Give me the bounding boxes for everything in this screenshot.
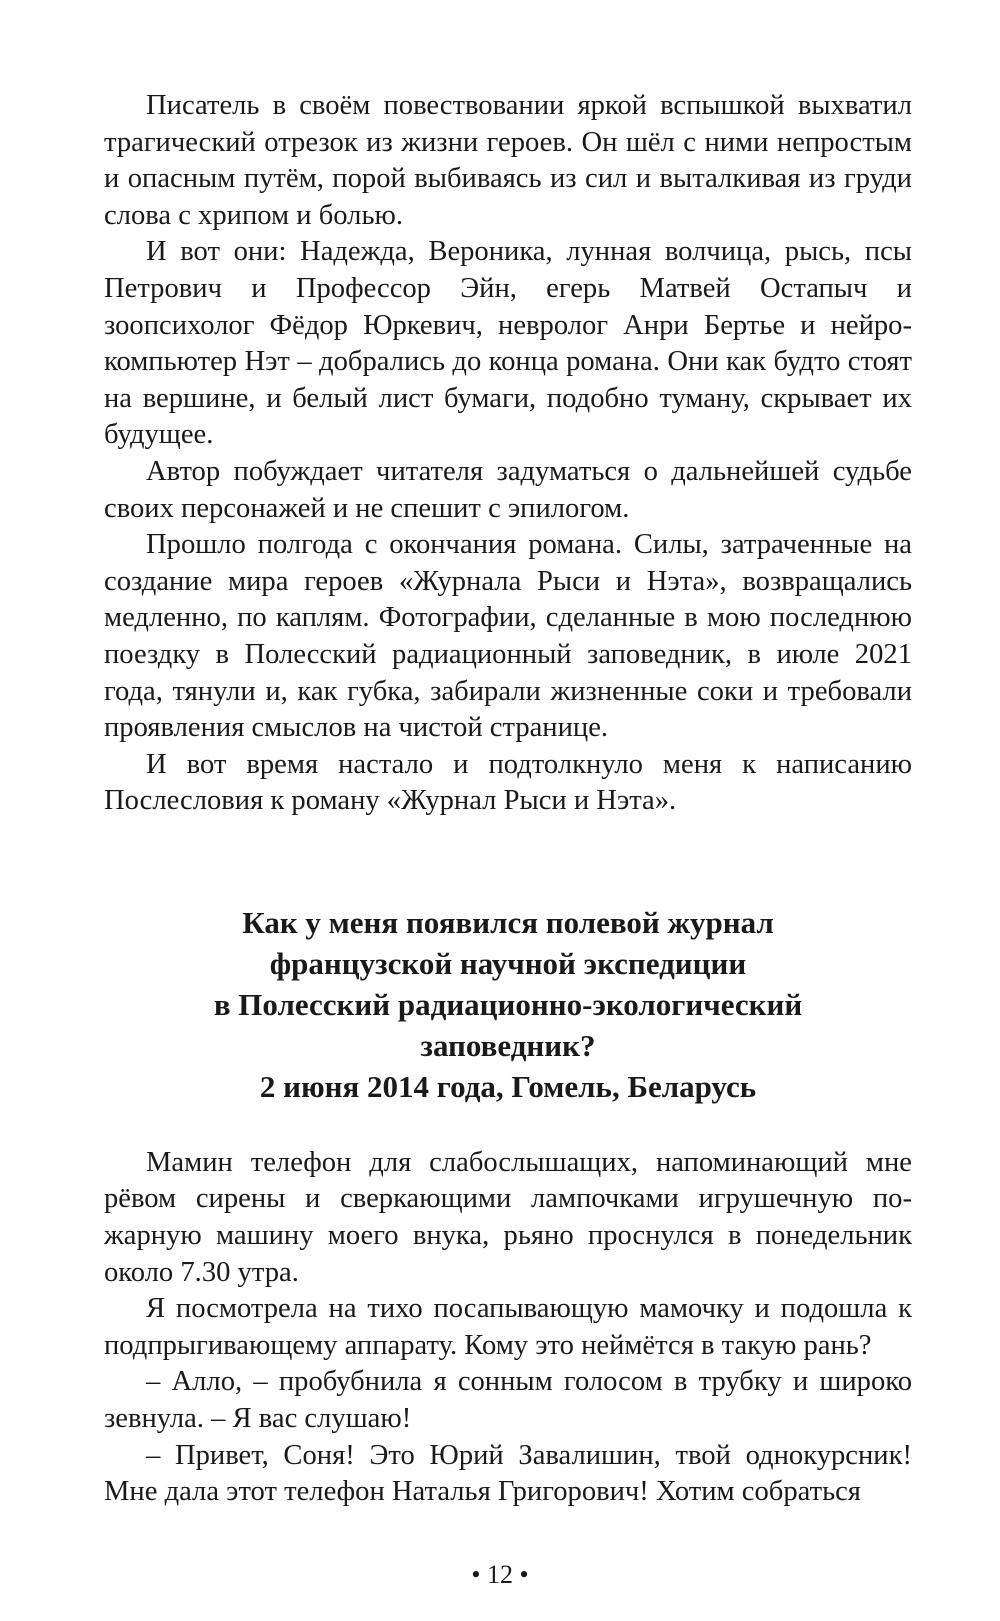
afterword-intro-text: [104, 88, 912, 820]
heading-date-place: 2 июня 2014 года, Гомель, Беларусь: [259, 1068, 757, 1104]
chapter-heading: [104, 902, 912, 1107]
paragraph: Писатель в своём повествовании яркой вспышкой выхватил трагический отрезок из жизни героев. Он шёл с ними непростым и опасным путём, порой выбиваясь из сил и выталкивая из груди слова с хрипом и болью.: [104, 90, 912, 231]
paragraph: – Привет, Соня! Это Юрий Завалишин, твой однокурсник! Мне дала этот телефон Наталья Григорович! Хотим собраться: [104, 1439, 912, 1508]
paragraph: И вот время настало и подтолкнуло меня к написанию Послесловия к роману «Журнал Рыси и Нэта».: [104, 748, 912, 817]
paragraph: Я посмотрела на тихо посапывающую мамочку и подошла к подпрыгивающему аппарату. Кому это неймётся в такую рань?: [104, 1293, 912, 1361]
heading-line: Как у меня появился полевой журнал: [242, 904, 774, 940]
paragraph: Автор побуждает читателя задуматься о дальнейшей судьбе своих персонажей и не спешит с эпилогом.: [104, 455, 912, 524]
paragraph: Мамин телефон для слабослышащих, напоминающий мне рёвом сирены и сверкающими лампочками игрушечную пожарную машину моего внука, рьяно проснулся в понедельник около 7.30 утра.: [104, 1146, 912, 1288]
page-number: • 12 •: [471, 1560, 529, 1589]
heading-line: французской научной экспедиции: [269, 945, 747, 981]
paragraph: – Алло, – пробубнила я сонным голосом в трубку и широко зевнула. – Я вас слушаю!: [104, 1366, 912, 1435]
paragraph: Прошло полгода с окончания романа. Силы, затраченные на создание мира героев «Журнала Рыси и Нэта», возвращались медленно, по каплям. Фотографии, сделанные в мою последнюю поездку в Полесский радиационный заповедник, в июле 2021 года, тянули и, как губка, забирали жизненные соки и требовали проявления смыслов на чистой странице.: [104, 529, 912, 744]
book-page: [104, 88, 912, 1511]
heading-line: в Полесский радиационно-экологический: [213, 986, 803, 1022]
chapter-body-text: [104, 1145, 912, 1511]
paragraph: И вот они: Надежда, Вероника, лунная волчица, рысь, псы Петрович и Профессор Эйн, егерь Матвей Остапыч и зоопсихолог Фёдор Юркевич, невролог Анри Бертье и нейрокомпьютер Нэт – добрались до конца романа. Они как будто стоят на вершине, и белый лист бумаги, подобно туману, скрывает их будущее.: [104, 236, 912, 451]
heading-line: заповедник?: [420, 1027, 596, 1063]
